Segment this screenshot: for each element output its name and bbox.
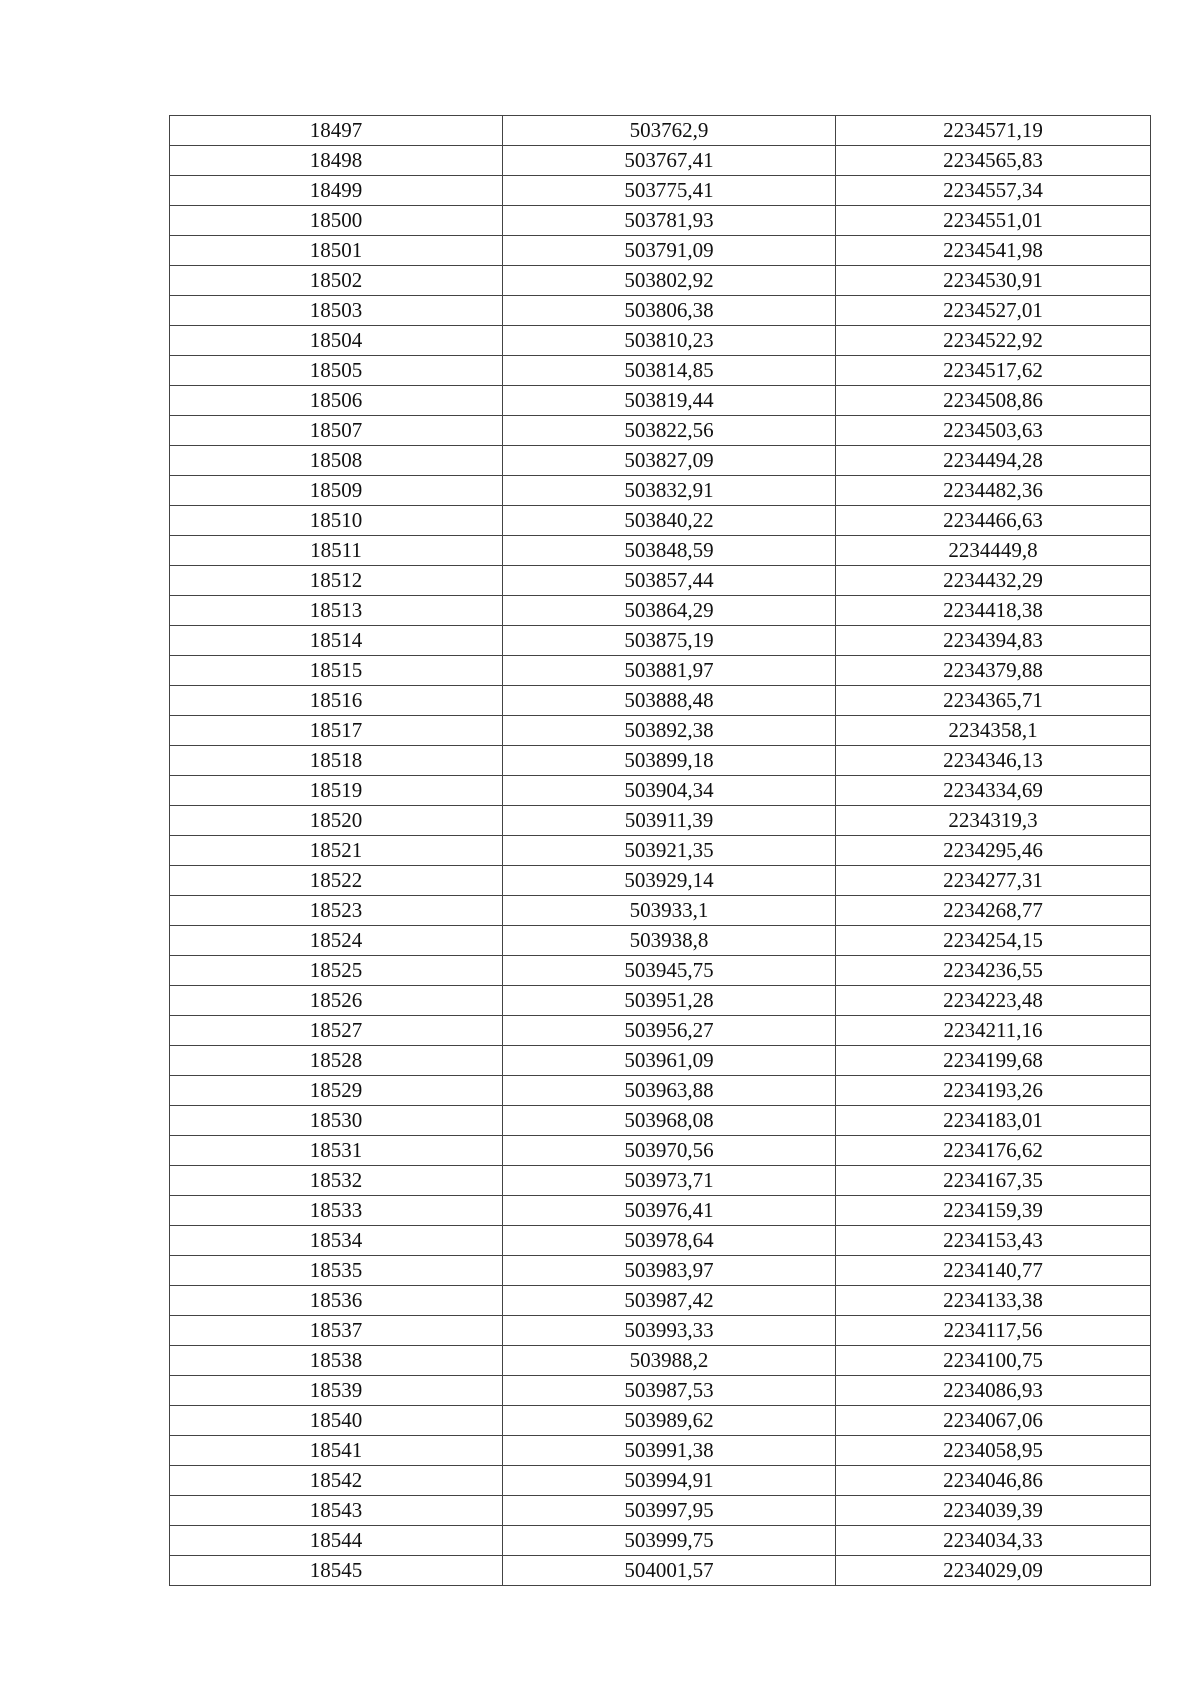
point-number-cell: 18533 xyxy=(170,1196,503,1226)
table-row xyxy=(170,1526,1151,1556)
x-coordinate-cell: 503832,91 xyxy=(503,476,836,506)
x-coordinate-cell: 503991,38 xyxy=(503,1436,836,1466)
point-number-cell: 18538 xyxy=(170,1346,503,1376)
y-coordinate-cell: 2234086,93 xyxy=(836,1376,1151,1406)
table-row xyxy=(170,1016,1151,1046)
y-coordinate-cell: 2234039,39 xyxy=(836,1496,1151,1526)
point-number-cell: 18503 xyxy=(170,296,503,326)
x-coordinate-cell: 503929,14 xyxy=(503,866,836,896)
point-number-cell: 18508 xyxy=(170,446,503,476)
y-coordinate-cell: 2234183,01 xyxy=(836,1106,1151,1136)
table-row xyxy=(170,1286,1151,1316)
table-row xyxy=(170,806,1151,836)
point-number-cell: 18522 xyxy=(170,866,503,896)
point-number-cell: 18528 xyxy=(170,1046,503,1076)
point-number-cell: 18516 xyxy=(170,686,503,716)
y-coordinate-cell: 2234517,62 xyxy=(836,356,1151,386)
point-number-cell: 18541 xyxy=(170,1436,503,1466)
x-coordinate-cell: 503875,19 xyxy=(503,626,836,656)
x-coordinate-cell: 503989,62 xyxy=(503,1406,836,1436)
x-coordinate-cell: 503857,44 xyxy=(503,566,836,596)
point-number-cell: 18515 xyxy=(170,656,503,686)
table-row xyxy=(170,1436,1151,1466)
x-coordinate-cell: 503963,88 xyxy=(503,1076,836,1106)
x-coordinate-cell: 503814,85 xyxy=(503,356,836,386)
table-row xyxy=(170,836,1151,866)
x-coordinate-cell: 503976,41 xyxy=(503,1196,836,1226)
x-coordinate-cell: 503938,8 xyxy=(503,926,836,956)
x-coordinate-cell: 503988,2 xyxy=(503,1346,836,1376)
point-number-cell: 18539 xyxy=(170,1376,503,1406)
table-row xyxy=(170,1106,1151,1136)
y-coordinate-cell: 2234058,95 xyxy=(836,1436,1151,1466)
point-number-cell: 18542 xyxy=(170,1466,503,1496)
point-number-cell: 18504 xyxy=(170,326,503,356)
table-row xyxy=(170,1136,1151,1166)
y-coordinate-cell: 2234167,35 xyxy=(836,1166,1151,1196)
x-coordinate-cell: 503933,1 xyxy=(503,896,836,926)
x-coordinate-cell: 503791,09 xyxy=(503,236,836,266)
x-coordinate-cell: 503911,39 xyxy=(503,806,836,836)
x-coordinate-cell: 503904,34 xyxy=(503,776,836,806)
point-number-cell: 18507 xyxy=(170,416,503,446)
point-number-cell: 18540 xyxy=(170,1406,503,1436)
y-coordinate-cell: 2234067,06 xyxy=(836,1406,1151,1436)
y-coordinate-cell: 2234503,63 xyxy=(836,416,1151,446)
y-coordinate-cell: 2234100,75 xyxy=(836,1346,1151,1376)
point-number-cell: 18527 xyxy=(170,1016,503,1046)
y-coordinate-cell: 2234358,1 xyxy=(836,716,1151,746)
point-number-cell: 18534 xyxy=(170,1226,503,1256)
table-row xyxy=(170,1346,1151,1376)
x-coordinate-cell: 504001,57 xyxy=(503,1556,836,1586)
y-coordinate-cell: 2234140,77 xyxy=(836,1256,1151,1286)
table-row xyxy=(170,356,1151,386)
x-coordinate-cell: 503956,27 xyxy=(503,1016,836,1046)
y-coordinate-cell: 2234449,8 xyxy=(836,536,1151,566)
table-row xyxy=(170,776,1151,806)
x-coordinate-cell: 503848,59 xyxy=(503,536,836,566)
point-number-cell: 18510 xyxy=(170,506,503,536)
x-coordinate-cell: 503951,28 xyxy=(503,986,836,1016)
table-row xyxy=(170,326,1151,356)
point-number-cell: 18501 xyxy=(170,236,503,266)
table-row xyxy=(170,416,1151,446)
y-coordinate-cell: 2234153,43 xyxy=(836,1226,1151,1256)
table-row xyxy=(170,1556,1151,1586)
table-row xyxy=(170,386,1151,416)
y-coordinate-cell: 2234541,98 xyxy=(836,236,1151,266)
x-coordinate-cell: 503968,08 xyxy=(503,1106,836,1136)
table-row xyxy=(170,506,1151,536)
y-coordinate-cell: 2234494,28 xyxy=(836,446,1151,476)
table-row xyxy=(170,536,1151,566)
table-row xyxy=(170,1316,1151,1346)
table-row xyxy=(170,1376,1151,1406)
point-number-cell: 18505 xyxy=(170,356,503,386)
x-coordinate-cell: 503999,75 xyxy=(503,1526,836,1556)
y-coordinate-cell: 2234365,71 xyxy=(836,686,1151,716)
x-coordinate-cell: 503806,38 xyxy=(503,296,836,326)
coordinates-table xyxy=(169,115,1151,1586)
x-coordinate-cell: 503973,71 xyxy=(503,1166,836,1196)
table-row xyxy=(170,1226,1151,1256)
point-number-cell: 18545 xyxy=(170,1556,503,1586)
y-coordinate-cell: 2234176,62 xyxy=(836,1136,1151,1166)
x-coordinate-cell: 503970,56 xyxy=(503,1136,836,1166)
x-coordinate-cell: 503987,53 xyxy=(503,1376,836,1406)
point-number-cell: 18511 xyxy=(170,536,503,566)
x-coordinate-cell: 503997,95 xyxy=(503,1496,836,1526)
x-coordinate-cell: 503899,18 xyxy=(503,746,836,776)
point-number-cell: 18512 xyxy=(170,566,503,596)
point-number-cell: 18544 xyxy=(170,1526,503,1556)
table-row xyxy=(170,686,1151,716)
y-coordinate-cell: 2234193,26 xyxy=(836,1076,1151,1106)
y-coordinate-cell: 2234418,38 xyxy=(836,596,1151,626)
y-coordinate-cell: 2234466,63 xyxy=(836,506,1151,536)
y-coordinate-cell: 2234557,34 xyxy=(836,176,1151,206)
x-coordinate-cell: 503945,75 xyxy=(503,956,836,986)
point-number-cell: 18499 xyxy=(170,176,503,206)
y-coordinate-cell: 2234508,86 xyxy=(836,386,1151,416)
y-coordinate-cell: 2234522,92 xyxy=(836,326,1151,356)
x-coordinate-cell: 503775,41 xyxy=(503,176,836,206)
y-coordinate-cell: 2234029,09 xyxy=(836,1556,1151,1586)
y-coordinate-cell: 2234268,77 xyxy=(836,896,1151,926)
table-row xyxy=(170,1196,1151,1226)
x-coordinate-cell: 503961,09 xyxy=(503,1046,836,1076)
x-coordinate-cell: 503767,41 xyxy=(503,146,836,176)
table-row xyxy=(170,266,1151,296)
point-number-cell: 18500 xyxy=(170,206,503,236)
y-coordinate-cell: 2234159,39 xyxy=(836,1196,1151,1226)
y-coordinate-cell: 2234346,13 xyxy=(836,746,1151,776)
table-row xyxy=(170,716,1151,746)
y-coordinate-cell: 2234211,16 xyxy=(836,1016,1151,1046)
x-coordinate-cell: 503993,33 xyxy=(503,1316,836,1346)
table-row xyxy=(170,1076,1151,1106)
y-coordinate-cell: 2234254,15 xyxy=(836,926,1151,956)
table-row xyxy=(170,566,1151,596)
x-coordinate-cell: 503802,92 xyxy=(503,266,836,296)
point-number-cell: 18520 xyxy=(170,806,503,836)
table-row xyxy=(170,896,1151,926)
point-number-cell: 18532 xyxy=(170,1166,503,1196)
y-coordinate-cell: 2234223,48 xyxy=(836,986,1151,1016)
x-coordinate-cell: 503810,23 xyxy=(503,326,836,356)
point-number-cell: 18525 xyxy=(170,956,503,986)
x-coordinate-cell: 503822,56 xyxy=(503,416,836,446)
x-coordinate-cell: 503762,9 xyxy=(503,116,836,146)
x-coordinate-cell: 503864,29 xyxy=(503,596,836,626)
coordinates-table-body xyxy=(170,116,1151,1586)
table-row xyxy=(170,476,1151,506)
point-number-cell: 18530 xyxy=(170,1106,503,1136)
point-number-cell: 18529 xyxy=(170,1076,503,1106)
table-row xyxy=(170,1256,1151,1286)
y-coordinate-cell: 2234565,83 xyxy=(836,146,1151,176)
x-coordinate-cell: 503888,48 xyxy=(503,686,836,716)
table-row xyxy=(170,596,1151,626)
point-number-cell: 18502 xyxy=(170,266,503,296)
table-row xyxy=(170,956,1151,986)
point-number-cell: 18531 xyxy=(170,1136,503,1166)
x-coordinate-cell: 503978,64 xyxy=(503,1226,836,1256)
table-row xyxy=(170,1166,1151,1196)
table-row xyxy=(170,446,1151,476)
table-row xyxy=(170,986,1151,1016)
table-row xyxy=(170,656,1151,686)
point-number-cell: 18536 xyxy=(170,1286,503,1316)
x-coordinate-cell: 503840,22 xyxy=(503,506,836,536)
x-coordinate-cell: 503881,97 xyxy=(503,656,836,686)
y-coordinate-cell: 2234334,69 xyxy=(836,776,1151,806)
x-coordinate-cell: 503994,91 xyxy=(503,1466,836,1496)
table-row xyxy=(170,1406,1151,1436)
y-coordinate-cell: 2234117,56 xyxy=(836,1316,1151,1346)
y-coordinate-cell: 2234482,36 xyxy=(836,476,1151,506)
point-number-cell: 18519 xyxy=(170,776,503,806)
table-row xyxy=(170,176,1151,206)
y-coordinate-cell: 2234527,01 xyxy=(836,296,1151,326)
point-number-cell: 18523 xyxy=(170,896,503,926)
y-coordinate-cell: 2234551,01 xyxy=(836,206,1151,236)
table-row xyxy=(170,116,1151,146)
table-row xyxy=(170,206,1151,236)
point-number-cell: 18514 xyxy=(170,626,503,656)
x-coordinate-cell: 503781,93 xyxy=(503,206,836,236)
y-coordinate-cell: 2234034,33 xyxy=(836,1526,1151,1556)
point-number-cell: 18526 xyxy=(170,986,503,1016)
point-number-cell: 18535 xyxy=(170,1256,503,1286)
point-number-cell: 18517 xyxy=(170,716,503,746)
y-coordinate-cell: 2234236,55 xyxy=(836,956,1151,986)
point-number-cell: 18509 xyxy=(170,476,503,506)
table-row xyxy=(170,626,1151,656)
y-coordinate-cell: 2234046,86 xyxy=(836,1466,1151,1496)
table-row xyxy=(170,146,1151,176)
y-coordinate-cell: 2234295,46 xyxy=(836,836,1151,866)
y-coordinate-cell: 2234394,83 xyxy=(836,626,1151,656)
table-row xyxy=(170,866,1151,896)
y-coordinate-cell: 2234530,91 xyxy=(836,266,1151,296)
table-row xyxy=(170,746,1151,776)
x-coordinate-cell: 503892,38 xyxy=(503,716,836,746)
table-row xyxy=(170,296,1151,326)
y-coordinate-cell: 2234319,3 xyxy=(836,806,1151,836)
table-row xyxy=(170,236,1151,266)
x-coordinate-cell: 503819,44 xyxy=(503,386,836,416)
point-number-cell: 18543 xyxy=(170,1496,503,1526)
point-number-cell: 18497 xyxy=(170,116,503,146)
point-number-cell: 18518 xyxy=(170,746,503,776)
x-coordinate-cell: 503827,09 xyxy=(503,446,836,476)
x-coordinate-cell: 503921,35 xyxy=(503,836,836,866)
point-number-cell: 18506 xyxy=(170,386,503,416)
point-number-cell: 18521 xyxy=(170,836,503,866)
point-number-cell: 18498 xyxy=(170,146,503,176)
x-coordinate-cell: 503987,42 xyxy=(503,1286,836,1316)
y-coordinate-cell: 2234133,38 xyxy=(836,1286,1151,1316)
table-row xyxy=(170,1466,1151,1496)
point-number-cell: 18513 xyxy=(170,596,503,626)
y-coordinate-cell: 2234199,68 xyxy=(836,1046,1151,1076)
x-coordinate-cell: 503983,97 xyxy=(503,1256,836,1286)
table-row xyxy=(170,1046,1151,1076)
table-row xyxy=(170,926,1151,956)
point-number-cell: 18537 xyxy=(170,1316,503,1346)
point-number-cell: 18524 xyxy=(170,926,503,956)
table-row xyxy=(170,1496,1151,1526)
y-coordinate-cell: 2234432,29 xyxy=(836,566,1151,596)
y-coordinate-cell: 2234379,88 xyxy=(836,656,1151,686)
y-coordinate-cell: 2234571,19 xyxy=(836,116,1151,146)
y-coordinate-cell: 2234277,31 xyxy=(836,866,1151,896)
